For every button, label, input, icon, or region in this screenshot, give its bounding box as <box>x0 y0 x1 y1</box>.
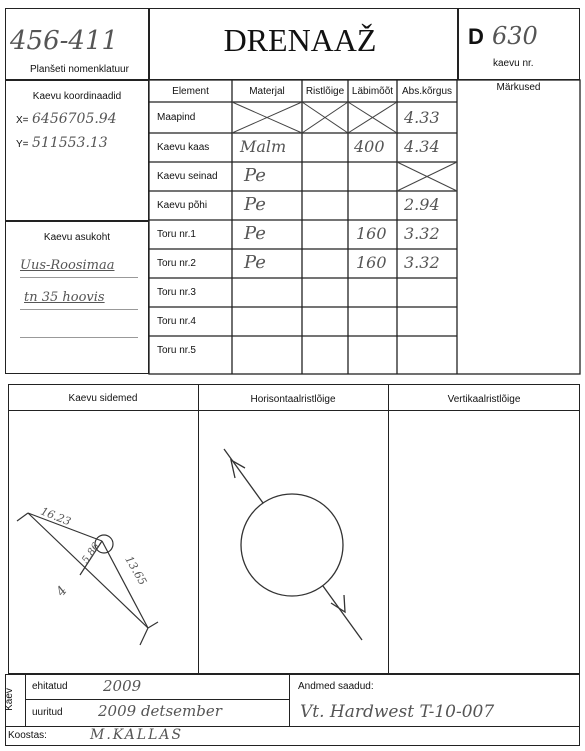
cell-korgus: 2.94 <box>404 195 440 214</box>
ehitatud-label: ehitatud <box>32 681 68 692</box>
footer-row-rule-1 <box>25 699 289 700</box>
well-number-label: kaevu nr. <box>493 58 534 69</box>
koostas-value: M.KALLAS <box>90 727 184 743</box>
koostas-label: Koostas: <box>8 730 47 741</box>
cell-korgus: 4.33 <box>404 108 440 127</box>
row-element: Maapind <box>157 112 196 123</box>
cell-labimoot: 400 <box>354 137 385 156</box>
row-element: Kaevu kaas <box>157 142 210 153</box>
cell-materjal: Pe <box>244 223 266 244</box>
well-prefix: D <box>468 24 484 49</box>
ehitatud-value: 2009 <box>103 677 142 695</box>
coord-y-value: 511553.13 <box>32 135 108 151</box>
location-line-1: Uus-Roosimaa <box>20 258 115 273</box>
cell-materjal: Pe <box>244 165 266 186</box>
dim-13-65: 13.65 <box>122 553 150 588</box>
cell-labimoot: 160 <box>356 253 387 272</box>
cell-korgus: 3.32 <box>404 224 440 243</box>
coord-y-label: Y= <box>16 139 29 150</box>
row-element: Kaevu põhi <box>157 200 208 211</box>
row-element: Toru nr.4 <box>157 316 196 327</box>
footer-mid-divider <box>289 674 290 726</box>
cell-korgus: 4.34 <box>404 137 440 156</box>
cell-materjal: Malm <box>240 137 287 156</box>
page-title: DRENAAŽ <box>223 22 377 58</box>
andmed-label: Andmed saadud: <box>298 681 374 692</box>
uuritud-label: uuritud <box>32 707 63 718</box>
horizontal-section-sketch <box>224 449 362 640</box>
cell-materjal: Pe <box>244 194 266 215</box>
cell-labimoot: 160 <box>356 224 387 243</box>
col-header-ristloige: Ristlõige <box>305 86 345 97</box>
dim-16-23: 16.23 <box>38 504 73 529</box>
col-header-element: Element <box>172 86 209 97</box>
nomenclature-value: 456-411 <box>10 26 119 56</box>
row-element: Toru nr.1 <box>157 229 196 240</box>
coord-x-value: 6456705.94 <box>32 111 117 127</box>
coord-x-label: X= <box>16 115 29 126</box>
andmed-value: Vt. Hardwest T-10-007 <box>300 702 495 722</box>
kaev-label: Kaev <box>3 688 15 711</box>
horizontal-section-label: Horisontaalristlõige <box>250 394 336 405</box>
well-number-value: 630 <box>492 22 538 50</box>
coords-label: Kaevu koordinaadid <box>32 91 122 102</box>
location-line-2: tn 35 hoovis <box>24 290 105 305</box>
col-header-labimoot: Läbimõõt <box>351 86 394 97</box>
row-element: Toru nr.3 <box>157 287 196 298</box>
cell-materjal: Pe <box>244 252 266 273</box>
row-element: Toru nr.2 <box>157 258 196 269</box>
row-element: Toru nr.5 <box>157 345 196 356</box>
sidemed-label: Kaevu sidemed <box>68 393 138 404</box>
col-header-materjal: Materjal <box>249 86 285 97</box>
row-element: Kaevu seinad <box>157 171 218 182</box>
cell-korgus: 3.32 <box>404 253 440 272</box>
vertical-section-label: Vertikaalristlõige <box>447 394 521 405</box>
col-header-abs-korgus: Abs.kõrgus <box>401 86 453 97</box>
dim-4: 4 <box>53 583 71 600</box>
dim-5-86: 5.86 <box>80 541 103 566</box>
location-label: Kaevu asukoht <box>43 232 111 243</box>
uuritud-value: 2009 detsember <box>98 702 222 720</box>
nomenclature-label: Planšeti nomenklatuur <box>30 64 129 75</box>
col-header-markused: Märkused <box>496 82 541 93</box>
